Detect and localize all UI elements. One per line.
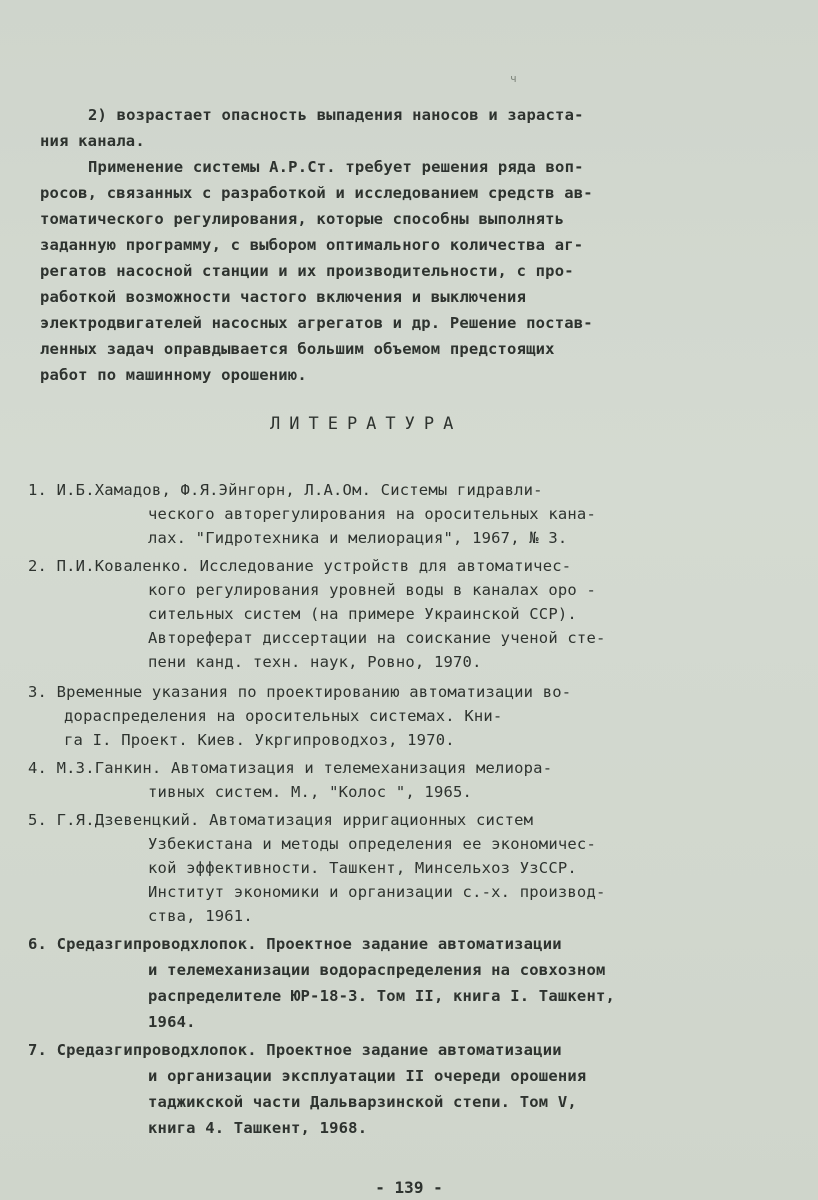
reference-line: книга 4. Ташкент, 1968. — [148, 1119, 368, 1137]
reference-line: ческого авторегулирования на оросительных кана- — [148, 505, 596, 523]
body-line: работкой возможности частого включения и выключения — [40, 288, 527, 306]
reference-line: га I. Проект. Киев. Укргипроводхоз, 1970. — [64, 731, 455, 749]
reference-line: лах. "Гидротехника и мелиорация", 1967, № 3. — [148, 529, 568, 547]
reference-line: распределителе ЮР-18-3. Том II, книга I. Ташкент, — [148, 987, 616, 1005]
reference-line: 1964. — [148, 1013, 196, 1031]
stray-mark: ч — [510, 72, 517, 85]
reference-line: 3. Временные указания по проектированию автоматизации во- — [28, 683, 572, 701]
body-line: росов, связанных с разработкой и исследованием средств ав- — [40, 184, 593, 202]
reference-line: 1. И.Б.Хамадов, Ф.Я.Эйнгорн, Л.А.Ом. Системы гидравли- — [28, 481, 543, 499]
body-line: ния канала. — [40, 132, 145, 150]
body-line: регатов насосной станции и их производительности, с про- — [40, 262, 574, 280]
body-line: Применение системы А.Р.Ст. требует решения ряда воп- — [88, 158, 584, 176]
body-line: электродвигателей насосных агрегатов и др. Решение постав- — [40, 314, 593, 332]
body-line: томатического регулирования, которые способны выполнять — [40, 210, 565, 228]
reference-line: Узбекистана и методы определения ее экономичес- — [148, 835, 596, 853]
reference-line: сительных систем (на примере Украинской ССР). — [148, 605, 577, 623]
reference-line: тивных систем. М., "Колос ", 1965. — [148, 783, 473, 801]
reference-line: 5. Г.Я.Дзевенцкий. Автоматизация ирригационных систем — [28, 811, 534, 829]
reference-line: и телемеханизации водораспределения на совхозном — [148, 961, 606, 979]
reference-line: кого регулирования уровней воды в каналах оро - — [148, 581, 596, 599]
references-heading: ЛИТЕРАТУРА — [270, 414, 463, 434]
reference-line: таджикской части Дальварзинской степи. Том V, — [148, 1093, 577, 1111]
reference-line: 2. П.И.Коваленко. Исследование устройств для автоматичес- — [28, 557, 572, 575]
reference-line: и организации эксплуатации II очереди орошения — [148, 1067, 587, 1085]
body-line: заданную программу, с выбором оптимального количества аг- — [40, 236, 584, 254]
reference-line: дораспределения на оросительных системах. Кни- — [64, 707, 503, 725]
reference-line: Автореферат диссертации на соискание ученой сте- — [148, 629, 606, 647]
reference-line: 7. Средазгипроводхлопок. Проектное задание автоматизации — [28, 1041, 562, 1059]
reference-line: кой эффективности. Ташкент, Минсельхоз УзССР. — [148, 859, 577, 877]
reference-line: Институт экономики и организации с.-х. производ- — [148, 883, 606, 901]
reference-line: 6. Средазгипроводхлопок. Проектное задание автоматизации — [28, 935, 562, 953]
reference-line: 4. М.З.Ганкин. Автоматизация и телемеханизация мелиора- — [28, 759, 553, 777]
body-line: работ по машинному орошению. — [40, 366, 307, 384]
page-number: - 139 - — [375, 1178, 443, 1197]
reference-line: пени канд. техн. наук, Ровно, 1970. — [148, 653, 482, 671]
reference-line: ства, 1961. — [148, 907, 253, 925]
body-line: ленных задач оправдывается большим объемом предстоящих — [40, 340, 555, 358]
body-line: 2) возрастает опасность выпадения наносов и зараста- — [88, 106, 584, 124]
